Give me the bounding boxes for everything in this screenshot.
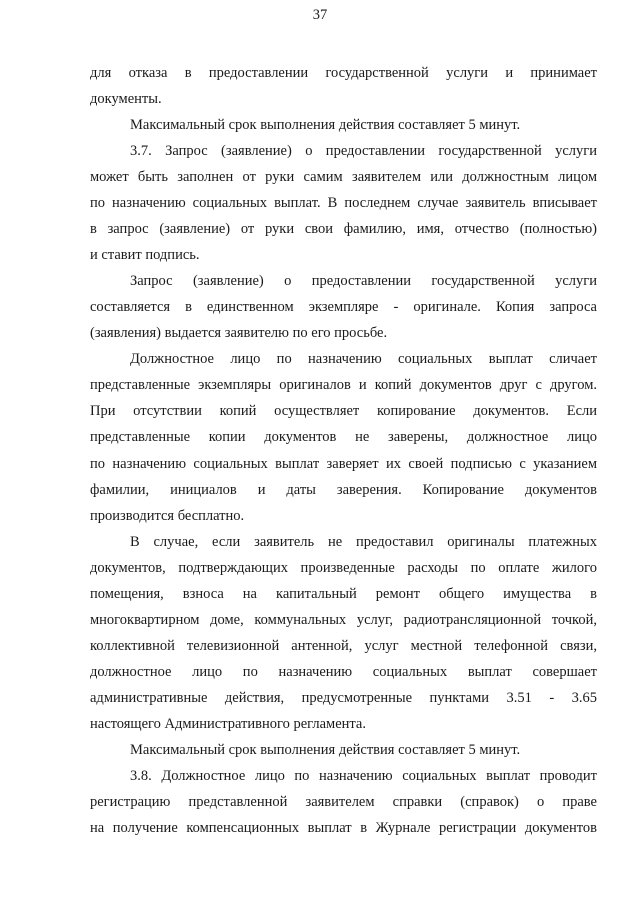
text-line: может быть заполнен от руки самим заявителем или должностным лицом [90,169,597,185]
text-line: 3.7. Запрос (заявление) о предоставлении государственной услуги [130,143,597,159]
text-line: помещения, взноса на капитальный ремонт общего имущества в [90,586,597,602]
text-line: При отсутствии копий осуществляет копирование документов. Если [90,403,597,419]
text-line: представленные копии документов не заверены, должностное лицо [90,429,597,445]
text-line: В случае, если заявитель не предоставил оригиналы платежных [130,534,597,550]
text-line: административные действия, предусмотренные пунктами 3.51 - 3.65 [90,690,597,706]
text-line: многоквартирном доме, коммунальных услуг, радиотрансляционной точкой, [90,612,597,628]
text-line: документов, подтверждающих произведенные расходы по оплате жилого [90,560,597,576]
text-line: Запрос (заявление) о предоставлении государственной услуги [130,273,597,289]
text-line: представленные экземпляры оригиналов и копий документов друг с другом. [90,377,597,393]
text-line: производится бесплатно. [90,508,245,524]
text-line: регистрацию представленной заявителем справки (справок) о праве [90,794,597,810]
text-line: по назначению социальных выплат заверяет их своей подписью с указанием [90,456,597,472]
text-line: по назначению социальных выплат. В последнем случае заявитель вписывает [90,195,597,211]
text-line: (заявления) выдается заявителю по его просьбе. [90,325,388,341]
text-line: Максимальный срок выполнения действия составляет 5 минут. [130,117,521,133]
text-line: составляется в единственном экземпляре - оригинале. Копия запроса [90,299,597,315]
text-line: документы. [90,91,162,107]
text-line: 3.8. Должностное лицо по назначению социальных выплат проводит [130,768,597,784]
text-line: на получение компенсационных выплат в Журнале регистрации документов [90,820,597,836]
text-line: Должностное лицо по назначению социальных выплат сличает [130,351,597,367]
text-line: и ставит подпись. [90,247,200,263]
text-line: настоящего Административного регламента. [90,716,366,732]
text-line: коллективной телевизионной антенной, услуг местной телефонной связи, [90,638,597,654]
text-line: фамилии, инициалов и даты заверения. Копирование документов [90,482,597,498]
text-line: для отказа в предоставлении государственной услуги и принимает [90,65,597,81]
text-line: в запрос (заявление) от руки свои фамилию, имя, отчество (полностью) [90,221,597,237]
page-number: 37 [312,7,328,23]
text-line: должностное лицо по назначению социальных выплат совершает [90,664,597,680]
text-line: Максимальный срок выполнения действия составляет 5 минут. [130,742,521,758]
